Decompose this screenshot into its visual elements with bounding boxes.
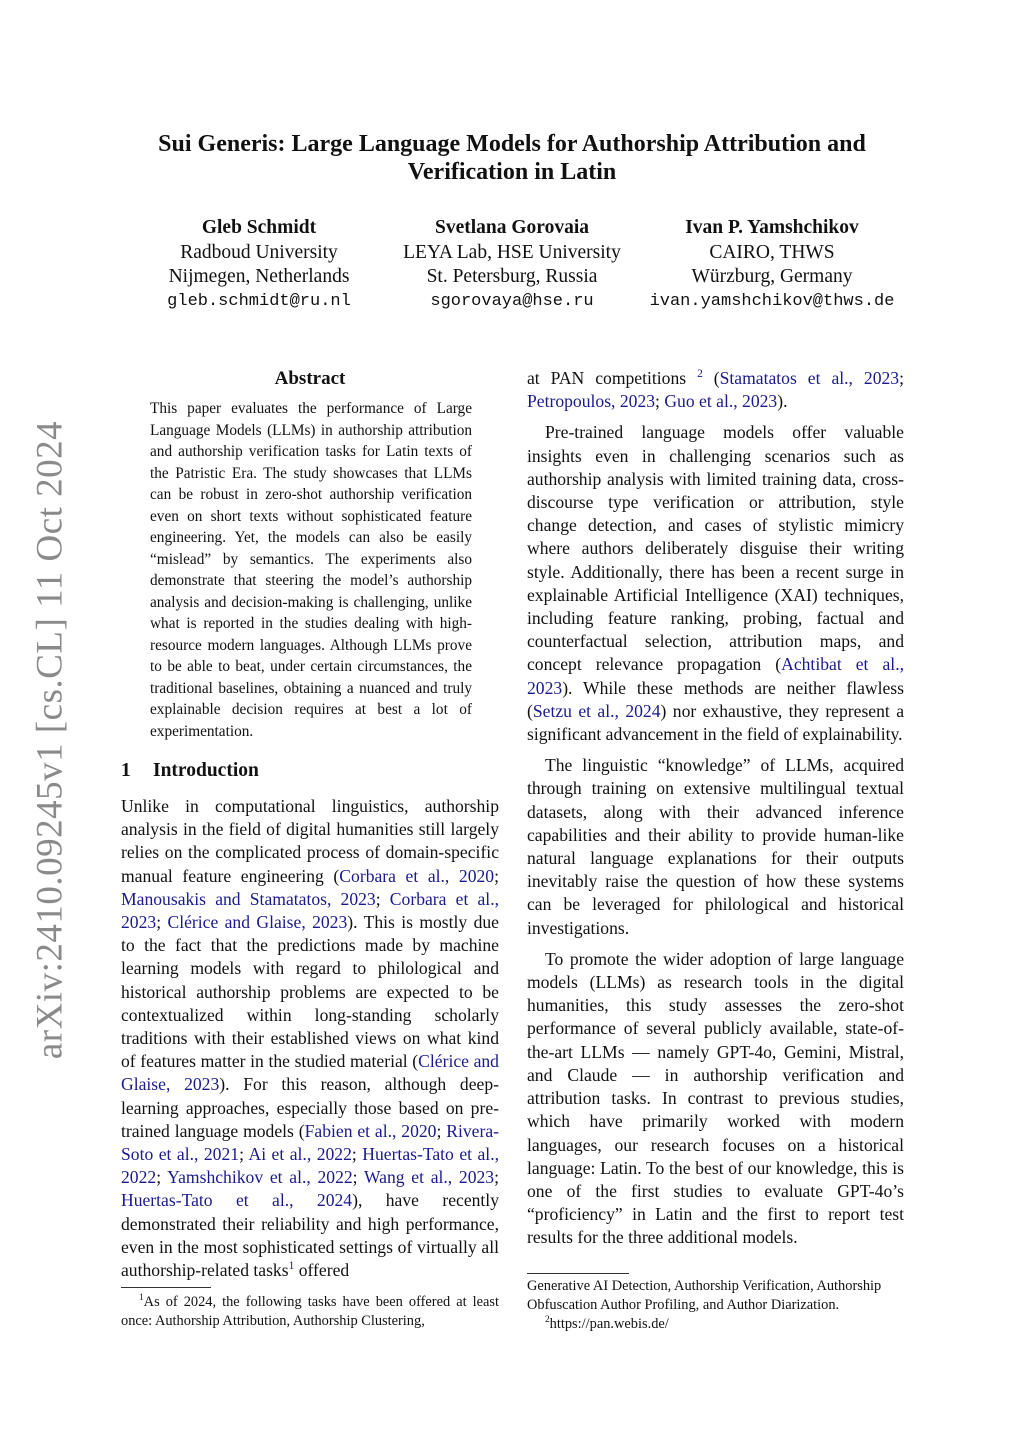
citation-link[interactable]: Clérice and Glaise, 2023: [121, 1051, 499, 1095]
footnote-text: As of 2024, the following tasks have been offered at least once: Authorship Attribution, Authorship Clustering,: [121, 1294, 499, 1329]
citation-link[interactable]: Clérice and Glaise, 2023: [167, 912, 348, 933]
citation-link[interactable]: Fabien et al., 2020: [304, 1120, 437, 1141]
footnotes-right: [527, 1277, 905, 1334]
author-block-3: [640, 216, 904, 314]
intro-paragraph-4: To promote the wider adoption of large language models (LLMs) as research tools in the digital humanities, this study assesses the zero-shot performance of several publicly available, state-of-the-art LLMs — namely GPT-4o, Gemini, Mistral, and Claude — in authorship verification and attribution tasks. In contrast to previous studies, which have primarily worked with modern languages, our research focuses on a historical language: Latin. To the best of our knowledge, this is one of the first studies to evaluate GPT-4o’s “proficiency” in Latin and the first to report test results for the three additional models.: [527, 948, 904, 1248]
author-location: Nijmegen, Netherlands: [168, 266, 350, 287]
citation-link[interactable]: Stamatatos et al., 2023: [719, 368, 900, 388]
citation-link[interactable]: Manousakis and Stamatatos, 2023: [121, 888, 376, 909]
citation-link[interactable]: Corbara et al., 2023: [121, 888, 499, 933]
author-email[interactable]: sgorovaya@hse.ru: [430, 291, 594, 311]
author-name: Ivan P. Yamshchikov: [685, 217, 859, 238]
intro-paragraph-continued: at PAN competitions $^2$ (Stamatatos et al., 2023; Petropoulos, 2023; Guo et al., 2023).: [527, 368, 904, 412]
title-line-1: Sui Generis: Large Language Models for Authorship Attribution and: [158, 131, 866, 157]
author-block-1: [150, 216, 368, 314]
author-name: Svetlana Gorovaia: [434, 217, 590, 238]
section-title: Introduction: [153, 760, 259, 781]
author-affiliation: Radboud University: [180, 241, 338, 263]
arxiv-identifier: arXiv:2410.09245v1 [cs.CL] 11 Oct 2024: [29, 420, 71, 1060]
section-heading-introduction: [121, 760, 259, 782]
title-line-2: Verification in Latin: [407, 159, 617, 185]
footnote-url[interactable]: https://pan.webis.de/: [549, 1316, 669, 1332]
footnote-2: [527, 1315, 905, 1334]
author-affiliation: LEYA Lab, HSE University: [403, 241, 621, 263]
citation-link[interactable]: Wang et al., 2023: [363, 1167, 495, 1188]
intro-paragraph-1: Unlike in computational linguistics, authorship analysis in the field of digital humanities still largely relies on the complicated process of domain-specific manual feature engineering (Corbara et al., 2020; Manousakis and Stamatatos, 2023; Corbara et al., 2023; Clérice and Glaise, 2023). This is mostly due to the fact that the predictions made by machine learning models with regard to philological and historical authorship problems are expected to be contextualized within long-standing scholarly traditions with their established views on what kind of features matter in the studied material (Clérice and Glaise, 2023). For this reason, although deep-learning approaches, especially those based on pre-trained language models (Fabien et al., 2020; Rivera-Soto et al., 2021; Ai et al., 2022; Huertas-Tato et al., 2022; Yamshchikov et al., 2022; Wang et al., 2023; Huertas-Tato et al., 2024), have recently demonstrated their reliability and high performance, even in the most sophisticated settings of virtually all authorship-related tasks$^1$ offered: [121, 796, 499, 1281]
citation-link[interactable]: Yamshchikov et al., 2022: [167, 1167, 353, 1188]
arxiv-stamp: [15, 420, 85, 1060]
citation-link[interactable]: Huertas-Tato et al., 2022: [121, 1144, 499, 1188]
right-column: [527, 367, 904, 1258]
author-location: St. Petersburg, Russia: [426, 266, 598, 287]
citation-link[interactable]: Ai et al., 2022: [248, 1144, 352, 1165]
citation-link[interactable]: Petropoulos, 2023: [527, 391, 656, 412]
footnote-number: 1: [139, 1293, 144, 1304]
citation-link[interactable]: Rivera-Soto et al., 2021: [121, 1120, 499, 1165]
author-location: Würzburg, Germany: [691, 266, 853, 287]
footnote-rule-right: [527, 1273, 629, 1274]
abstract-text: This paper evaluates the performance of Large Language Models (LLMs) in authorship attribution and authorship verification tasks for Latin texts of the Patristic Era. The study showcases that LLMs can be robust in zero-shot authorship verification even on short texts without sophisticated feature engineering. Yet, the models can also be easily “mislead” by semantics. The experiments also demonstrate that steering the model’s authorship analysis and decision-making is challenging, unlike what is reported in the studies dealing with high-resource modern languages. Although LLMs prove to be able to beat, under certain circumstances, the traditional baselines, obtaining a nuanced and truly explainable decision requires at best a lot of experimentation.: [150, 400, 472, 740]
author-name: Gleb Schmidt: [201, 217, 317, 238]
abstract-heading: Abstract: [274, 368, 346, 389]
citation-link[interactable]: Guo et al., 2023: [664, 391, 778, 412]
footnote-mark-1[interactable]: 1: [288, 1260, 295, 1273]
footnote-number: 2: [545, 1315, 550, 1326]
author-email[interactable]: gleb.schmidt@ru.nl: [167, 291, 351, 311]
author-block-2: [382, 216, 642, 314]
citation-link[interactable]: Corbara et al., 2020: [339, 865, 495, 886]
author-email[interactable]: ivan.yamshchikov@thws.de: [649, 291, 895, 311]
citation-link[interactable]: Huertas-Tato et al., 2024: [121, 1190, 353, 1211]
citation-link[interactable]: Achtibat et al., 2023: [527, 654, 904, 698]
left-column: [121, 795, 499, 1282]
paper-title: [120, 130, 904, 186]
intro-paragraph-3: The linguistic “knowledge” of LLMs, acquired through training on extensive multilingual textual datasets, along with their advanced inference capabilities and their ability to provide human-like natural language explanations for their outputs inevitably raise the question of how these systems can be leveraged for philological and historical investigations.: [527, 755, 904, 938]
author-affiliation: CAIRO, THWS: [709, 241, 835, 263]
footnote-1-continued: Generative AI Detection, Authorship Verification, Authorship Obfuscation Author Profiling, and Author Diarization.: [527, 1278, 882, 1313]
intro-paragraph-2: Pre-trained language models offer valuable insights even in challenging scenarios such as authorship analysis with limited training data, cross-discourse type verification or attribution, style change detection, and cases of stylistic mimicry where authors deliberately disguise their writing style. Additionally, there has been a recent surge in explainable Artificial Intelligence (XAI) techniques, including feature ranking, probing, factual and counterfactual selection, attribution maps, and concept relevance propagation (Achtibat et al., 2023). While these methods are neither flawless (Setzu et al., 2024) nor exhaustive, they represent a significant advancement in the field of explainability.: [527, 422, 904, 745]
footnote-mark-2[interactable]: 2: [697, 368, 703, 381]
section-number: 1: [121, 760, 131, 781]
citation-link[interactable]: Setzu et al., 2024: [532, 700, 661, 721]
footnote-1: [121, 1293, 499, 1331]
footnote-rule-left: [121, 1287, 211, 1288]
